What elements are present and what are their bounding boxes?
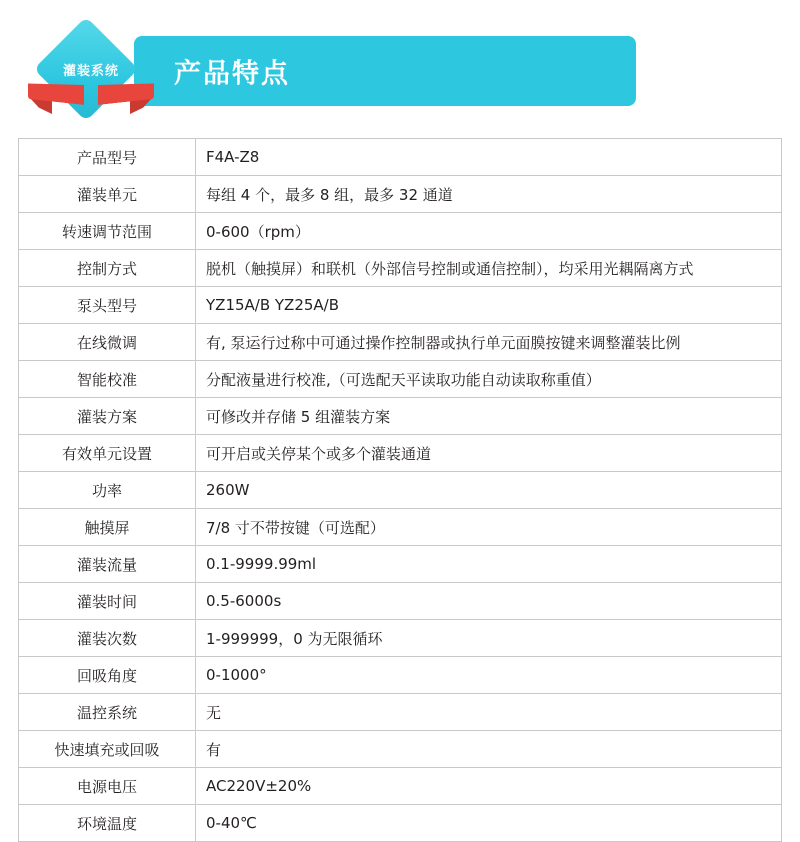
- spec-key: 在线微调: [19, 324, 196, 361]
- spec-value: 1-999999，0 为无限循环: [196, 620, 782, 657]
- table-row: [19, 361, 782, 398]
- spec-key: 环境温度: [19, 805, 196, 842]
- table-row: [19, 620, 782, 657]
- table-row: [19, 176, 782, 213]
- spec-key: 产品型号: [19, 139, 196, 176]
- spec-value: 分配液量进行校准,（可选配天平读取功能自动读取称重值）: [196, 361, 782, 398]
- spec-value: 脱机（触摸屏）和联机（外部信号控制或通信控制），均采用光耦隔离方式: [196, 250, 782, 287]
- table-row: [19, 435, 782, 472]
- table-row: [19, 213, 782, 250]
- spec-key: 有效单元设置: [19, 435, 196, 472]
- spec-key: 功率: [19, 472, 196, 509]
- table-row: [19, 768, 782, 805]
- page-header: [0, 0, 800, 125]
- spec-value: 7/8 寸不带按键（可选配）: [196, 509, 782, 546]
- table-row: [19, 139, 782, 176]
- table-row: [19, 324, 782, 361]
- spec-value: 有: [196, 731, 782, 768]
- spec-table-container: [18, 138, 782, 842]
- spec-key: 灌装单元: [19, 176, 196, 213]
- table-row: [19, 509, 782, 546]
- table-row: [19, 287, 782, 324]
- spec-value: F4A-Z8: [196, 139, 782, 176]
- spec-key: 灌装流量: [19, 546, 196, 583]
- spec-table: [18, 138, 782, 842]
- spec-key: 灌装方案: [19, 398, 196, 435]
- table-row: [19, 546, 782, 583]
- spec-value: 0.1-9999.99ml: [196, 546, 782, 583]
- spec-value: AC220V±20%: [196, 768, 782, 805]
- spec-key: 温控系统: [19, 694, 196, 731]
- spec-key: 灌装时间: [19, 583, 196, 620]
- spec-value: 每组 4 个，最多 8 组，最多 32 通道: [196, 176, 782, 213]
- spec-value: 0-600（rpm）: [196, 213, 782, 250]
- spec-key: 快速填充或回吸: [19, 731, 196, 768]
- spec-value: YZ15A/B YZ25A/B: [196, 287, 782, 324]
- spec-value: 0-1000°: [196, 657, 782, 694]
- table-row: [19, 694, 782, 731]
- table-row: [19, 250, 782, 287]
- header-banner: [134, 36, 636, 106]
- table-row: [19, 398, 782, 435]
- spec-key: 触摸屏: [19, 509, 196, 546]
- table-row: [19, 583, 782, 620]
- spec-value: 260W: [196, 472, 782, 509]
- spec-value: 可修改并存储 5 组灌装方案: [196, 398, 782, 435]
- spec-key: 电源电压: [19, 768, 196, 805]
- system-badge: [36, 26, 146, 122]
- spec-key: 智能校准: [19, 361, 196, 398]
- spec-key: 转速调节范围: [19, 213, 196, 250]
- spec-value: 可开启或关停某个或多个灌装通道: [196, 435, 782, 472]
- spec-value: 0.5-6000s: [196, 583, 782, 620]
- spec-key: 灌装次数: [19, 620, 196, 657]
- table-row: [19, 472, 782, 509]
- spec-key: 控制方式: [19, 250, 196, 287]
- page-title: 产品特点: [174, 58, 290, 90]
- spec-value: 无: [196, 694, 782, 731]
- spec-value: 有, 泵运行过称中可通过操作控制器或执行单元面膜按键来调整灌装比例: [196, 324, 782, 361]
- spec-value: 0-40℃: [196, 805, 782, 842]
- badge-label: 灌装系统: [62, 64, 119, 79]
- spec-key: 回吸角度: [19, 657, 196, 694]
- table-row: [19, 805, 782, 842]
- table-row: [19, 657, 782, 694]
- spec-key: 泵头型号: [19, 287, 196, 324]
- table-row: [19, 731, 782, 768]
- spec-table-body: [19, 139, 782, 842]
